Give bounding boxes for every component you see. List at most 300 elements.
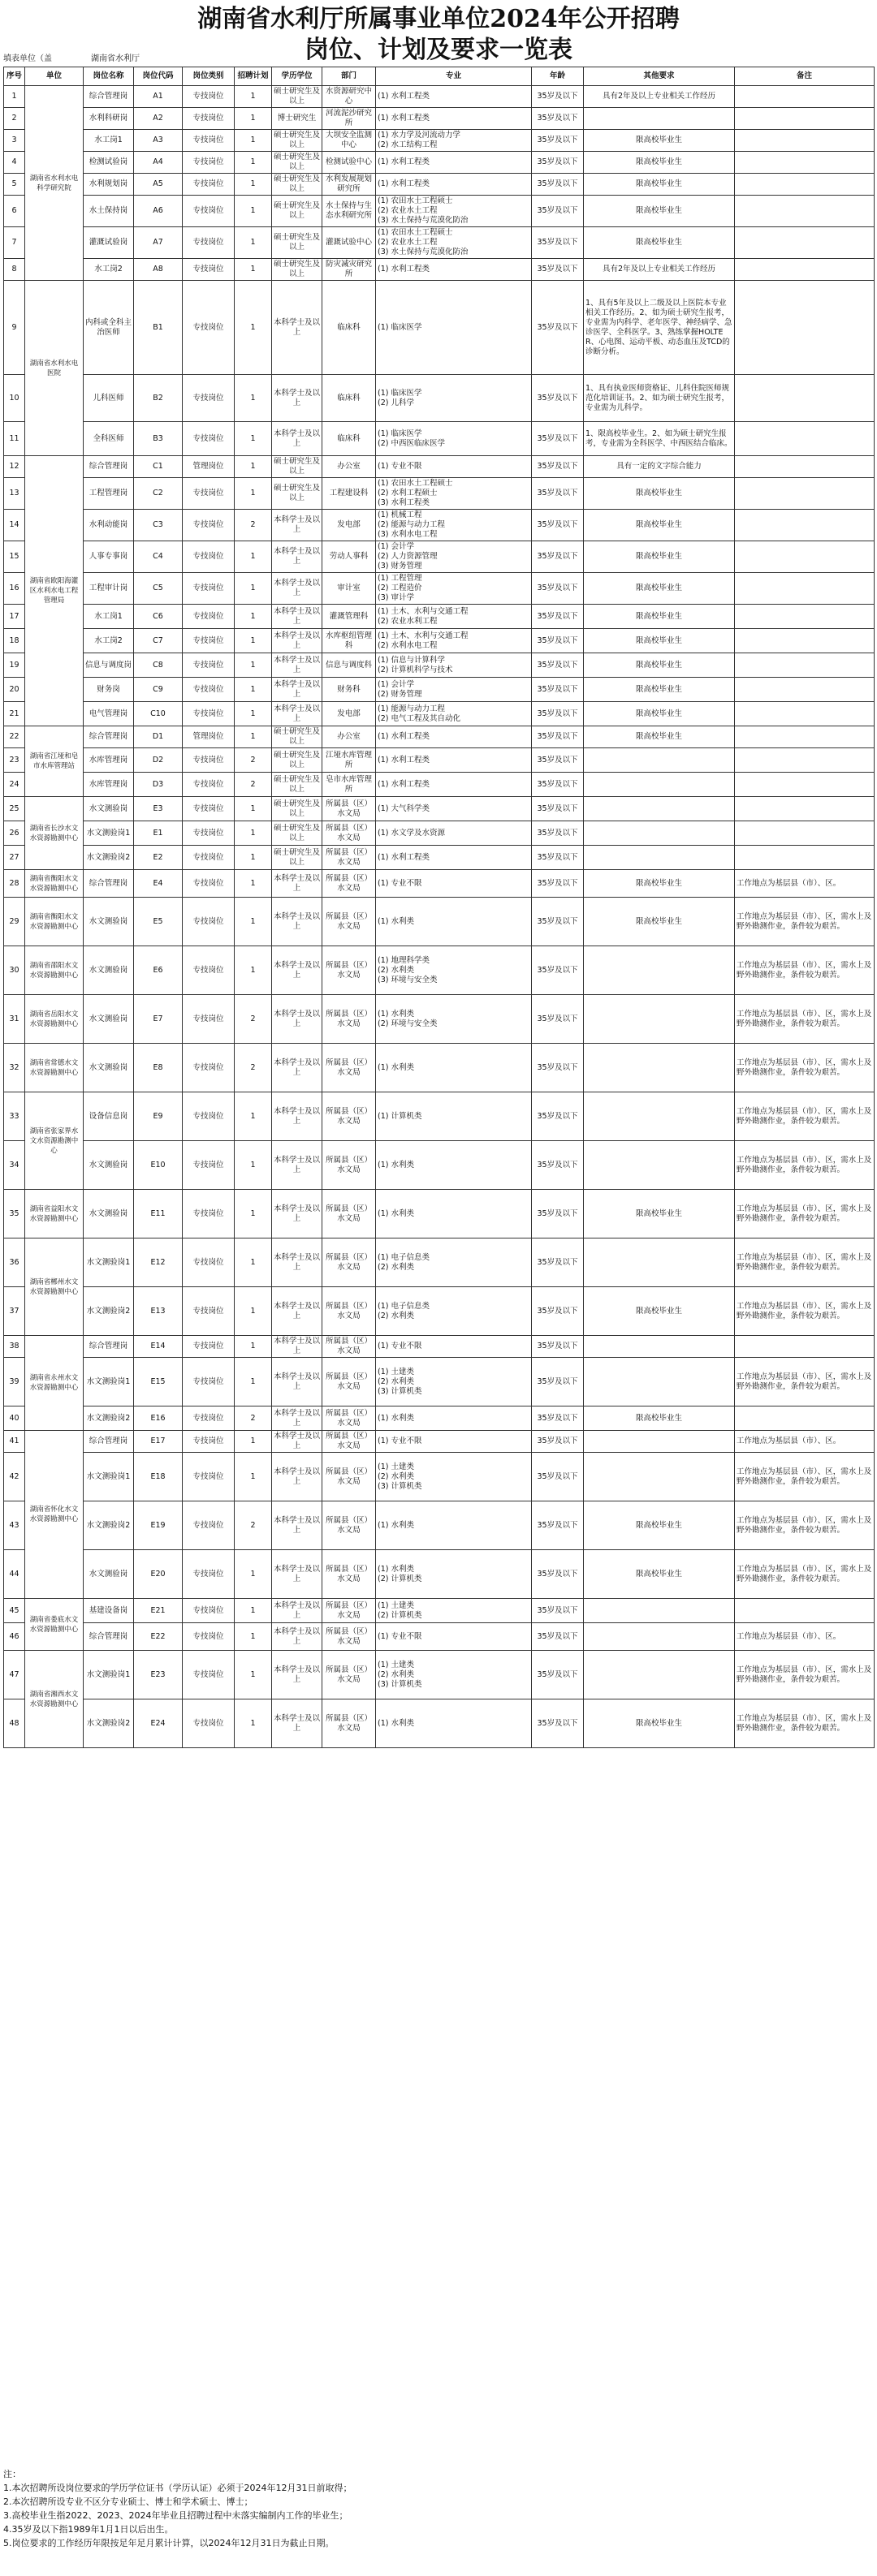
cell-post: 水库管理岗: [84, 748, 134, 773]
cell-post: 水文测验岗: [84, 995, 134, 1044]
cell-other: 限高校毕业生: [584, 726, 735, 748]
cell-edu: 本科学士及以上: [272, 1599, 322, 1623]
cell-cat: 专技岗位: [183, 1501, 235, 1550]
cell-cat: 专技岗位: [183, 1044, 235, 1092]
cell-note: [735, 456, 875, 478]
cell-other: [584, 1651, 735, 1699]
cell-note: 工作地点为基层县（市）、区，需水上及野外勘测作业，条件较为艰苦。: [735, 1550, 875, 1599]
cell-major: (1) 水利类: [376, 1406, 532, 1431]
cell-post: 水文测验岗1: [84, 1238, 134, 1287]
cell-edu: 本科学士及以上: [272, 1501, 322, 1550]
cell-note: [735, 1406, 875, 1431]
cell-no: 8: [4, 259, 25, 281]
cell-other: 限高校毕业生: [584, 573, 735, 605]
cell-edu: 本科学士及以上: [272, 1406, 322, 1431]
cell-major: (1) 水利工程类: [376, 846, 532, 870]
cell-edu: 本科学士及以上: [272, 541, 322, 573]
fill-unit-value: 湖南省水利厅: [91, 54, 140, 63]
cell-cat: 专技岗位: [183, 573, 235, 605]
cell-major: (1) 土木、水利与交通工程 (2) 水利水电工程: [376, 629, 532, 653]
cell-age: 35岁及以下: [532, 196, 584, 227]
cell-code: B2: [134, 375, 183, 422]
cell-cat: 管理岗位: [183, 726, 235, 748]
cell-plan: 1: [235, 375, 272, 422]
cell-plan: 2: [235, 748, 272, 773]
cell-note: 工作地点为基层县（市）、区，需水上及野外勘测作业，条件较为艰苦。: [735, 1699, 875, 1748]
cell-no: 35: [4, 1190, 25, 1238]
cell-age: 35岁及以下: [532, 375, 584, 422]
note-line: 5.岗位要求的工作经历年限按足年足月累计计算，以2024年12月31日为截止日期。: [3, 2538, 335, 2548]
header-plan: 招聘计划: [235, 67, 272, 86]
cell-post: 人事专事岗: [84, 541, 134, 573]
cell-major: (1) 水利工程类: [376, 108, 532, 130]
cell-major: (1) 土建类 (2) 计算机类: [376, 1599, 532, 1623]
cell-age: 35岁及以下: [532, 995, 584, 1044]
cell-edu: 硕士研究生及以上: [272, 456, 322, 478]
cell-dept: 灌溉管理科: [322, 605, 376, 629]
cell-edu: 本科学士及以上: [272, 1699, 322, 1748]
cell-dept: 劳动人事科: [322, 541, 376, 573]
cell-other: [584, 821, 735, 846]
cell-other: 限高校毕业生: [584, 1406, 735, 1431]
cell-note: 工作地点为基层县（市）、区，需水上及野外勘测作业，条件较为艰苦。: [735, 1501, 875, 1550]
cell-note: [735, 629, 875, 653]
cell-no: 25: [4, 797, 25, 821]
cell-other: [584, 1336, 735, 1358]
cell-note: [735, 541, 875, 573]
cell-edu: 硕士研究生及以上: [272, 196, 322, 227]
cell-no: 28: [4, 870, 25, 898]
cell-cat: 专技岗位: [183, 870, 235, 898]
table-row: [4, 1651, 875, 1699]
cell-unit: 湖南省衡阳水文水资源勘测中心: [25, 898, 84, 946]
cell-age: 35岁及以下: [532, 281, 584, 375]
cell-post: 水土保持岗: [84, 196, 134, 227]
cell-age: 35岁及以下: [532, 748, 584, 773]
cell-edu: 本科学士及以上: [272, 1092, 322, 1141]
cell-cat: 专技岗位: [183, 748, 235, 773]
cell-edu: 本科学士及以上: [272, 946, 322, 995]
cell-unit: 湖南省岳阳水文水资源勘测中心: [25, 995, 84, 1044]
cell-post: 水工岗1: [84, 130, 134, 152]
cell-cat: 专技岗位: [183, 86, 235, 108]
cell-other: 限高校毕业生: [584, 174, 735, 196]
cell-age: 35岁及以下: [532, 478, 584, 510]
cell-no: 6: [4, 196, 25, 227]
cell-other: 限高校毕业生: [584, 196, 735, 227]
cell-no: 27: [4, 846, 25, 870]
cell-other: 限高校毕业生: [584, 227, 735, 259]
cell-major: (1) 水利工程类: [376, 259, 532, 281]
cell-major: (1) 地理科学类 (2) 水利类 (3) 环境与安全类: [376, 946, 532, 995]
cell-note: 工作地点为基层县（市）、区，需水上及野外勘测作业，条件较为艰苦。: [735, 1453, 875, 1501]
cell-plan: 1: [235, 1651, 272, 1699]
cell-major: (1) 信息与计算科学 (2) 计算机科学与技术: [376, 653, 532, 678]
cell-code: E15: [134, 1358, 183, 1406]
cell-note: [735, 773, 875, 797]
cell-major: (1) 水利工程类: [376, 152, 532, 174]
cell-note: [735, 1336, 875, 1358]
cell-major: (1) 土建类 (2) 水利类 (3) 计算机类: [376, 1358, 532, 1406]
cell-post: 水文测验岗: [84, 1550, 134, 1599]
table-row: [4, 748, 875, 773]
cell-edu: 硕士研究生及以上: [272, 846, 322, 870]
cell-major: (1) 工程管理 (2) 工程造价 (3) 审计学: [376, 573, 532, 605]
cell-no: 14: [4, 510, 25, 541]
table-row: [4, 227, 875, 259]
table-row: [4, 1406, 875, 1431]
cell-plan: 1: [235, 227, 272, 259]
table-row: [4, 678, 875, 702]
cell-post: 财务岗: [84, 678, 134, 702]
cell-dept: 江垭水库管理所: [322, 748, 376, 773]
header-age: 年龄: [532, 67, 584, 86]
cell-cat: 专技岗位: [183, 1550, 235, 1599]
cell-age: 35岁及以下: [532, 1190, 584, 1238]
cell-major: (1) 土木、水利与交通工程 (2) 农业水利工程: [376, 605, 532, 629]
cell-dept: 所属县（区）水文局: [322, 1501, 376, 1550]
cell-no: 32: [4, 1044, 25, 1092]
cell-major: (1) 专业不限: [376, 1431, 532, 1453]
cell-major: (1) 水利类: [376, 1044, 532, 1092]
cell-plan: 1: [235, 573, 272, 605]
cell-post: 工程审计岗: [84, 573, 134, 605]
cell-code: E16: [134, 1406, 183, 1431]
note-line: 1.本次招聘所设岗位要求的学历学位证书（学历认证）必须于2024年12月31日前取得；: [3, 2483, 352, 2493]
cell-code: A6: [134, 196, 183, 227]
cell-dept: 所属县（区）水文局: [322, 1044, 376, 1092]
cell-code: C6: [134, 605, 183, 629]
cell-code: E12: [134, 1238, 183, 1287]
cell-age: 35岁及以下: [532, 1623, 584, 1651]
cell-edu: 硕士研究生及以上: [272, 773, 322, 797]
cell-unit: 湖南省邵阳水文水资源勘测中心: [25, 946, 84, 995]
cell-post: 水文测验岗2: [84, 1501, 134, 1550]
cell-age: 35岁及以下: [532, 1550, 584, 1599]
cell-dept: 所属县（区）水文局: [322, 1238, 376, 1287]
cell-other: 限高校毕业生: [584, 653, 735, 678]
cell-age: 35岁及以下: [532, 86, 584, 108]
cell-major: (1) 计算机类: [376, 1092, 532, 1141]
cell-post: 水文测验岗: [84, 898, 134, 946]
cell-code: E13: [134, 1287, 183, 1336]
cell-unit: 湖南省欧阳海灌区水利水电工程管理局: [25, 456, 84, 726]
cell-major: (1) 临床医学 (2) 中西医临床医学: [376, 422, 532, 456]
table-row: [4, 1044, 875, 1092]
cell-post: 内科或全科主治医师: [84, 281, 134, 375]
cell-age: 35岁及以下: [532, 1287, 584, 1336]
cell-post: 水文测验岗1: [84, 1358, 134, 1406]
cell-age: 35岁及以下: [532, 821, 584, 846]
cell-note: 工作地点为基层县（市）、区，需水上及野外勘测作业，条件较为艰苦。: [735, 1092, 875, 1141]
cell-other: [584, 773, 735, 797]
notes-section: [3, 2467, 872, 2550]
cell-code: E24: [134, 1699, 183, 1748]
table-row: [4, 1358, 875, 1406]
cell-no: 44: [4, 1550, 25, 1599]
cell-major: (1) 土建类 (2) 水利类 (3) 计算机类: [376, 1651, 532, 1699]
cell-major: (1) 水利工程类: [376, 726, 532, 748]
cell-code: C3: [134, 510, 183, 541]
cell-dept: 所属县（区）水文局: [322, 1599, 376, 1623]
cell-age: 35岁及以下: [532, 130, 584, 152]
cell-age: 35岁及以下: [532, 846, 584, 870]
cell-edu: 硕士研究生及以上: [272, 821, 322, 846]
cell-post: 水文测验岗2: [84, 846, 134, 870]
cell-other: 具有一定的文字综合能力: [584, 456, 735, 478]
cell-no: 2: [4, 108, 25, 130]
cell-age: 35岁及以下: [532, 1336, 584, 1358]
cell-cat: 专技岗位: [183, 281, 235, 375]
cell-major: (1) 大气科学类: [376, 797, 532, 821]
cell-code: D3: [134, 773, 183, 797]
cell-cat: 专技岗位: [183, 846, 235, 870]
cell-major: (1) 水利类: [376, 1501, 532, 1550]
cell-dept: 所属县（区）水文局: [322, 1287, 376, 1336]
table-row: [4, 510, 875, 541]
cell-dept: 办公室: [322, 456, 376, 478]
cell-edu: 硕士研究生及以上: [272, 130, 322, 152]
table-row: [4, 152, 875, 174]
cell-edu: 本科学士及以上: [272, 573, 322, 605]
cell-note: 工作地点为基层县（市）、区。: [735, 870, 875, 898]
cell-other: 1、限高校毕业生。2、如为硕士研究生报考，专业需为全科医学、中西医结合临床。: [584, 422, 735, 456]
table-row: [4, 1336, 875, 1358]
cell-major: (1) 农田水土工程硕士 (2) 农业水土工程 (3) 水土保持与荒漠化防治: [376, 196, 532, 227]
cell-cat: 专技岗位: [183, 227, 235, 259]
cell-note: [735, 108, 875, 130]
cell-major: (1) 水利工程类: [376, 174, 532, 196]
cell-post: 水文测验岗1: [84, 1651, 134, 1699]
cell-post: 基建设备岗: [84, 1599, 134, 1623]
cell-no: 30: [4, 946, 25, 995]
table-row: [4, 898, 875, 946]
cell-other: [584, 108, 735, 130]
cell-dept: 所属县（区）水文局: [322, 821, 376, 846]
cell-cat: 专技岗位: [183, 605, 235, 629]
cell-dept: 工程建设科: [322, 478, 376, 510]
cell-plan: 2: [235, 995, 272, 1044]
cell-dept: 防灾减灾研究所: [322, 259, 376, 281]
cell-major: (1) 会计学 (2) 财务管理: [376, 678, 532, 702]
cell-no: 39: [4, 1358, 25, 1406]
cell-code: E18: [134, 1453, 183, 1501]
cell-cat: 专技岗位: [183, 196, 235, 227]
cell-other: [584, 995, 735, 1044]
cell-no: 17: [4, 605, 25, 629]
cell-unit: 湖南省张家界水文水资源勘测中心: [25, 1092, 84, 1190]
cell-code: A5: [134, 174, 183, 196]
table-row: [4, 478, 875, 510]
cell-other: 限高校毕业生: [584, 1699, 735, 1748]
cell-post: 综合管理岗: [84, 1431, 134, 1453]
cell-note: [735, 86, 875, 108]
cell-edu: 硕士研究生及以上: [272, 86, 322, 108]
cell-other: 限高校毕业生: [584, 1190, 735, 1238]
cell-plan: 1: [235, 108, 272, 130]
cell-plan: 1: [235, 653, 272, 678]
cell-note: [735, 152, 875, 174]
cell-age: 35岁及以下: [532, 629, 584, 653]
cell-dept: 所属县（区）水文局: [322, 870, 376, 898]
note-line: 4.35岁及以下指1989年1月1日以后出生。: [3, 2524, 174, 2535]
cell-major: (1) 水利类 (2) 环境与安全类: [376, 995, 532, 1044]
cell-plan: 1: [235, 152, 272, 174]
cell-dept: 所属县（区）水文局: [322, 797, 376, 821]
cell-code: E4: [134, 870, 183, 898]
cell-age: 35岁及以下: [532, 1501, 584, 1550]
cell-no: 18: [4, 629, 25, 653]
cell-dept: 检测试验中心: [322, 152, 376, 174]
cell-dept: 所属县（区）水文局: [322, 946, 376, 995]
cell-note: [735, 281, 875, 375]
cell-dept: 所属县（区）水文局: [322, 1699, 376, 1748]
cell-post: 灌溉试验岗: [84, 227, 134, 259]
cell-other: [584, 1453, 735, 1501]
cell-plan: 1: [235, 1287, 272, 1336]
table-row: [4, 1501, 875, 1550]
cell-cat: 专技岗位: [183, 1599, 235, 1623]
cell-no: 7: [4, 227, 25, 259]
cell-plan: 1: [235, 86, 272, 108]
cell-code: C5: [134, 573, 183, 605]
cell-cat: 专技岗位: [183, 1453, 235, 1501]
cell-note: [735, 510, 875, 541]
cell-note: [735, 174, 875, 196]
cell-plan: 1: [235, 726, 272, 748]
cell-code: C2: [134, 478, 183, 510]
cell-edu: 博士研究生: [272, 108, 322, 130]
cell-age: 35岁及以下: [532, 773, 584, 797]
cell-age: 35岁及以下: [532, 510, 584, 541]
cell-code: E8: [134, 1044, 183, 1092]
cell-code: A2: [134, 108, 183, 130]
cell-no: 4: [4, 152, 25, 174]
table-row: [4, 946, 875, 995]
cell-plan: 2: [235, 510, 272, 541]
cell-edu: 本科学士及以上: [272, 678, 322, 702]
cell-code: E9: [134, 1092, 183, 1141]
table-row: [4, 726, 875, 748]
cell-note: [735, 653, 875, 678]
cell-code: C1: [134, 456, 183, 478]
cell-no: 46: [4, 1623, 25, 1651]
cell-age: 35岁及以下: [532, 108, 584, 130]
cell-code: E19: [134, 1501, 183, 1550]
cell-age: 35岁及以下: [532, 456, 584, 478]
cell-dept: 大坝安全监测中心: [322, 130, 376, 152]
cell-age: 35岁及以下: [532, 259, 584, 281]
cell-other: [584, 1092, 735, 1141]
header-major: 专业: [376, 67, 532, 86]
cell-plan: 1: [235, 821, 272, 846]
cell-dept: 所属县（区）水文局: [322, 1141, 376, 1190]
cell-no: 26: [4, 821, 25, 846]
cell-code: D2: [134, 748, 183, 773]
cell-post: 水文测验岗: [84, 1044, 134, 1092]
cell-post: 水文测验岗2: [84, 1699, 134, 1748]
cell-code: E21: [134, 1599, 183, 1623]
cell-post: 水文测验岗: [84, 797, 134, 821]
cell-dept: 水资源研究中心: [322, 86, 376, 108]
cell-no: 5: [4, 174, 25, 196]
table-row: [4, 196, 875, 227]
cell-edu: 硕士研究生及以上: [272, 174, 322, 196]
cell-plan: 1: [235, 130, 272, 152]
cell-post: 电气管理岗: [84, 702, 134, 726]
table-row: [4, 870, 875, 898]
cell-no: 13: [4, 478, 25, 510]
cell-note: [735, 573, 875, 605]
cell-note: 工作地点为基层县（市）、区，需水上及野外勘测作业，条件较为艰苦。: [735, 1190, 875, 1238]
cell-code: E22: [134, 1623, 183, 1651]
table-row: [4, 797, 875, 821]
cell-plan: 2: [235, 773, 272, 797]
cell-note: [735, 478, 875, 510]
cell-dept: 所属县（区）水文局: [322, 1406, 376, 1431]
table-row: [4, 456, 875, 478]
cell-other: [584, 1599, 735, 1623]
cell-plan: 1: [235, 478, 272, 510]
cell-other: 限高校毕业生: [584, 510, 735, 541]
cell-age: 35岁及以下: [532, 573, 584, 605]
cell-edu: 硕士研究生及以上: [272, 152, 322, 174]
cell-post: 综合管理岗: [84, 726, 134, 748]
cell-no: 45: [4, 1599, 25, 1623]
cell-code: A3: [134, 130, 183, 152]
cell-edu: 本科学士及以上: [272, 281, 322, 375]
cell-other: [584, 1623, 735, 1651]
cell-cat: 专技岗位: [183, 1623, 235, 1651]
cell-plan: 1: [235, 1699, 272, 1748]
cell-note: 工作地点为基层县（市）、区，需水上及野外勘测作业，条件较为艰苦。: [735, 1651, 875, 1699]
cell-major: (1) 农田水土工程硕士 (2) 水利工程硕士 (3) 水利工程类: [376, 478, 532, 510]
cell-note: 工作地点为基层县（市）、区，需水上及野外勘测作业，条件较为艰苦。: [735, 995, 875, 1044]
cell-major: (1) 会计学 (2) 人力资源管理 (3) 财务管理: [376, 541, 532, 573]
cell-other: 限高校毕业生: [584, 605, 735, 629]
cell-plan: 1: [235, 870, 272, 898]
cell-plan: 1: [235, 196, 272, 227]
table-row: [4, 281, 875, 375]
cell-cat: 专技岗位: [183, 478, 235, 510]
cell-post: 儿科医师: [84, 375, 134, 422]
cell-code: A4: [134, 152, 183, 174]
cell-no: 47: [4, 1651, 25, 1699]
cell-unit: 湖南省水利水电医院: [25, 281, 84, 456]
recruitment-table: [3, 67, 875, 1748]
header-note: 备注: [735, 67, 875, 86]
cell-post: 水文测验岗: [84, 1190, 134, 1238]
cell-dept: 所属县（区）水文局: [322, 1651, 376, 1699]
cell-note: [735, 846, 875, 870]
fill-unit-label: 填表单位（盖: [3, 54, 52, 63]
cell-dept: 灌溉试验中心: [322, 227, 376, 259]
cell-other: 限高校毕业生: [584, 629, 735, 653]
cell-age: 35岁及以下: [532, 1044, 584, 1092]
cell-cat: 专技岗位: [183, 702, 235, 726]
cell-major: (1) 水利工程类: [376, 773, 532, 797]
table-row: [4, 846, 875, 870]
cell-plan: 1: [235, 1141, 272, 1190]
cell-note: 工作地点为基层县（市）、区，需水上及野外勘测作业，条件较为艰苦。: [735, 1358, 875, 1406]
cell-cat: 专技岗位: [183, 773, 235, 797]
cell-unit: 湖南省江垭和皂市水库管理站: [25, 726, 84, 797]
cell-age: 35岁及以下: [532, 678, 584, 702]
cell-post: 水文测验岗2: [84, 1406, 134, 1431]
cell-edu: 本科学士及以上: [272, 1623, 322, 1651]
cell-major: (1) 水利工程类: [376, 748, 532, 773]
cell-other: [584, 797, 735, 821]
